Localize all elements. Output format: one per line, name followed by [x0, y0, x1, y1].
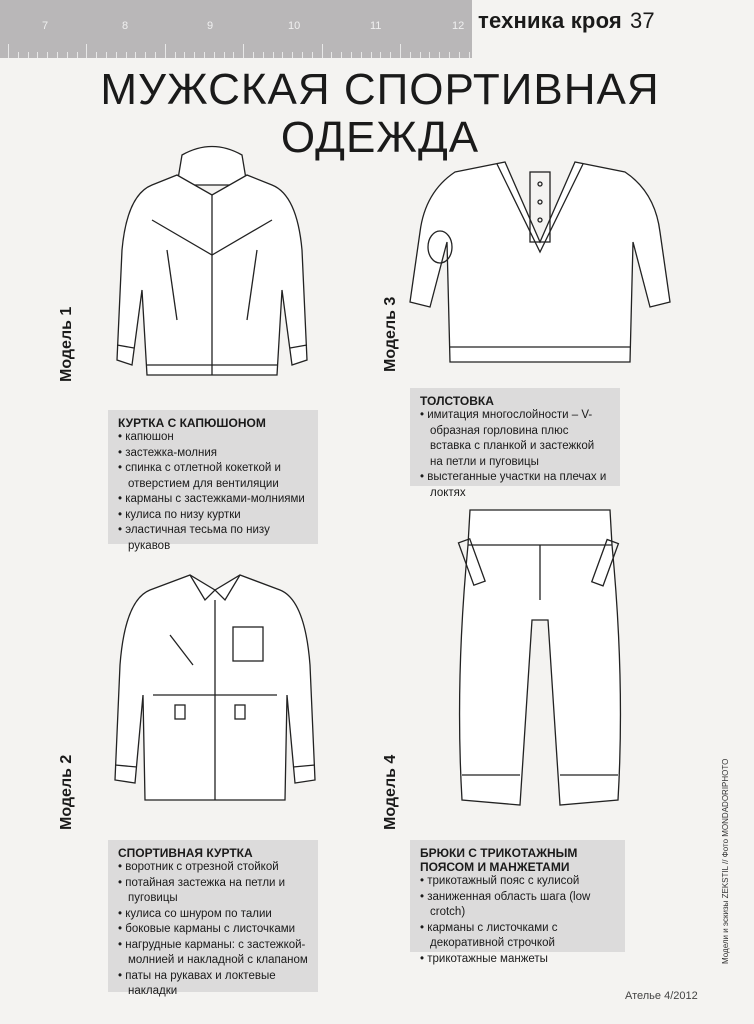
model-2-heading: СПОРТИВНАЯ КУРТКА [118, 846, 253, 860]
section-title: техника кроя [478, 8, 622, 33]
photo-credit: Модели и эскизы ZEKSTIL // Фото MONDADORIPHOTO [721, 758, 730, 964]
ruler-tick [126, 52, 127, 58]
model-4-heading: БРЮКИ С ТРИКОТАЖНЫМ ПОЯСОМ И МАНЖЕТАМИ [420, 846, 578, 874]
ruler-tick [361, 52, 362, 58]
ruler-tick [145, 52, 146, 58]
list-item: • трикотажный пояс с кулисой [420, 874, 615, 890]
page-number: 37 [629, 8, 655, 33]
list-item: • карманы с застежками-молниями [118, 492, 308, 508]
ruler-tick [155, 52, 156, 58]
ruler-tick [331, 52, 332, 58]
ruler-tick [371, 52, 372, 58]
ruler-tick [351, 52, 352, 58]
footer-issue: Ателье 4/2012 [625, 990, 698, 1002]
list-item: • капюшон [118, 430, 308, 446]
ruler-tick [390, 52, 391, 58]
title-line-2: ОДЕЖДА [280, 113, 480, 162]
sport-jacket-sketch [95, 555, 335, 805]
model-4-description [410, 840, 625, 965]
ruler-tick [28, 52, 29, 58]
ruler-tick [312, 52, 313, 58]
ruler-tick [86, 44, 87, 58]
ruler-tick [165, 44, 166, 58]
ruler-tick [263, 52, 264, 58]
section-header [478, 8, 655, 34]
list-item: • спинка с отлетной кокеткой и отверстием для вентиляции [118, 461, 308, 492]
list-item: • карманы с листочками с декоративной строчкой [420, 921, 615, 952]
list-item: • потайная застежка на петли и пуговицы [118, 876, 308, 907]
ruler-tick [282, 52, 283, 58]
ruler-tick [459, 52, 460, 58]
ruler-number: 11 [370, 20, 382, 32]
model-1-heading: КУРТКА С КАПЮШОНОМ [118, 416, 266, 430]
list-item: • трикотажные манжеты [420, 952, 615, 968]
model-2-description [108, 840, 318, 997]
list-item: • кулиса со шнуром по талии [118, 907, 308, 923]
ruler-tick [380, 52, 381, 58]
ruler-tick [184, 52, 185, 58]
list-item: • имитация многослойности – V-образная горловина плюс вставка с планкой и застежкой на петли и пуговицы [420, 408, 610, 470]
ruler-tick [273, 52, 274, 58]
list-item: • воротник с отрезной стойкой [118, 860, 308, 876]
ruler-number: 8 [122, 20, 129, 32]
list-item: • выстеганные участки на плечах и локтях [420, 470, 610, 501]
ruler-tick [400, 44, 401, 58]
ruler-number: 10 [288, 20, 301, 32]
model-3-label: Модель 3 [382, 296, 399, 372]
model-3-description [410, 388, 620, 499]
list-item: • боковые карманы с листочками [118, 922, 308, 938]
model-3-heading: ТОЛСТОВКА [420, 394, 494, 408]
list-item: • заниженная область шага (low crotch) [420, 890, 615, 921]
list-item: • кулиса по низу куртки [118, 508, 308, 524]
ruler-tick [96, 52, 97, 58]
ruler-tick [67, 52, 68, 58]
ruler-tick [233, 52, 234, 58]
ruler-number: 7 [42, 20, 49, 32]
ruler-tick [439, 52, 440, 58]
ruler-tick [322, 44, 323, 58]
ruler-tick [18, 52, 19, 58]
ruler-tick [341, 52, 342, 58]
list-item: • нагрудные карманы: с застежкой-молнией и накладной с клапаном [118, 938, 308, 969]
ruler-tick [106, 52, 107, 58]
trousers-sketch [440, 500, 640, 830]
list-item: • застежка-молния [118, 446, 308, 462]
sweatshirt-sketch [405, 152, 675, 372]
ruler-tick [420, 52, 421, 58]
ruler-tick [214, 52, 215, 58]
ruler-tick [57, 52, 58, 58]
ruler-tick [469, 52, 470, 58]
ruler-number: 12 [452, 20, 465, 32]
ruler-tick [116, 52, 117, 58]
model-1-description [108, 410, 318, 552]
model-4-label: Модель 4 [382, 754, 399, 830]
ruler-tick [37, 52, 38, 58]
jacket-hood-sketch [92, 140, 332, 390]
ruler-tick [429, 52, 430, 58]
list-item: • паты на рукавах и локтевые накладки [118, 969, 308, 1000]
ruler-tick [77, 52, 78, 58]
ruler-tick [224, 52, 225, 58]
list-item: • эластичная тесьма по низу рукавов [118, 523, 308, 554]
ruler-number: 9 [207, 20, 214, 32]
ruler-tick [243, 44, 244, 58]
model-1-label: Модель 1 [58, 306, 75, 382]
ruler-tick [175, 52, 176, 58]
ruler-tick [449, 52, 450, 58]
ruler-tick [8, 44, 9, 58]
title-line-1: МУЖСКАЯ СПОРТИВНАЯ [100, 65, 660, 114]
ruler-tick [204, 52, 205, 58]
ruler-tick [292, 52, 293, 58]
ruler-tick [410, 52, 411, 58]
ruler-tick [194, 52, 195, 58]
ruler-tick [135, 52, 136, 58]
ruler-tick [47, 52, 48, 58]
ruler-bar [0, 0, 472, 58]
ruler-tick [253, 52, 254, 58]
ruler-tick [302, 52, 303, 58]
model-2-label: Модель 2 [58, 754, 75, 830]
